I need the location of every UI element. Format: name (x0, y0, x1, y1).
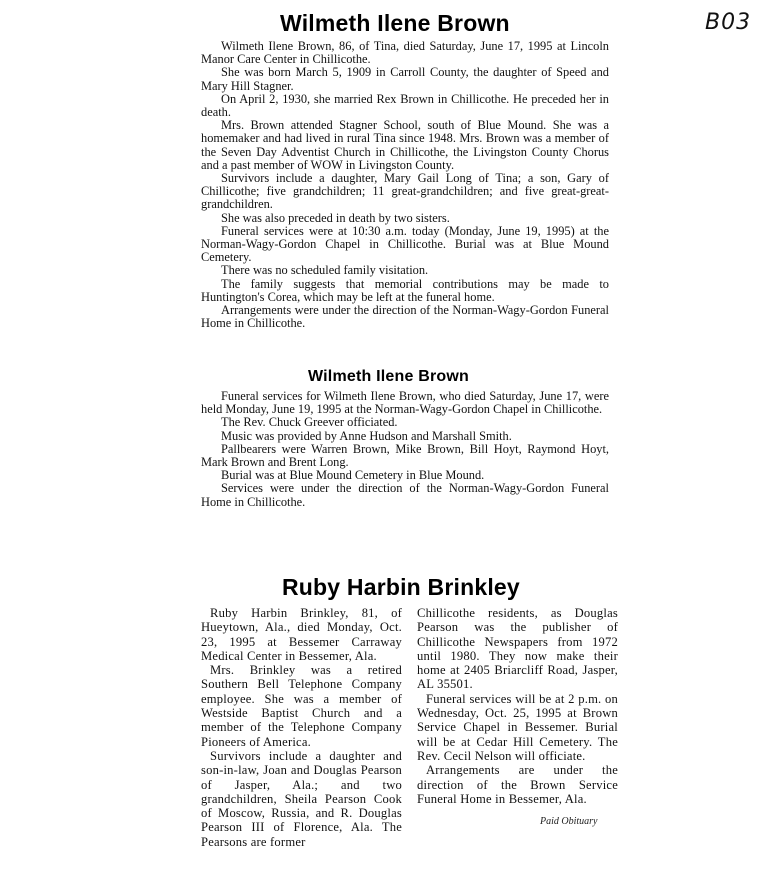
obituary-2-paragraph: Pallbearers were Warren Brown, Mike Brown, Bill Hoyt, Raymond Hoyt, Mark Brown and Brent Long. (201, 441, 609, 470)
obituary-1-paragraph: On April 2, 1930, she married Rex Brown in Chillicothe. He preceded her in death. (201, 91, 609, 120)
obituary-3-left-column (201, 606, 402, 849)
obituary-1-paragraph: Arrangements were under the direction of the Norman-Wagy-Gordon Funeral Home in Chillicothe. (201, 303, 609, 331)
obituary-3-paragraph: Arrangements are under the direction of the Brown Service Funeral Home in Bessemer, Ala. (417, 763, 618, 806)
obituary-2-paragraph: Services were under the direction of the Norman-Wagy-Gordon Funeral Home in Chillicothe. (201, 481, 609, 509)
paid-obituary-label: Paid Obituary (540, 816, 598, 827)
obituary-1-paragraph: Wilmeth Ilene Brown, 86, of Tina, died Saturday, June 17, 1995 at Lincoln Manor Care Center in Chillicothe. (201, 39, 609, 67)
obituary-1-paragraph: The family suggests that memorial contributions may be made to Huntington's Corea, which may be left at the funeral home. (201, 276, 609, 304)
obituary-1-body (201, 40, 609, 330)
obituary-1-paragraph: Mrs. Brown attended Stagner School, south of Blue Mound. She was a homemaker and had lived in rural Tina since 1948. Mrs. Brown was a member of the Seven Day Adventist Church in Chillicothe, the Livingston County Chorus and a past member of WOW in Livingston County. (201, 118, 609, 172)
obituary-1-paragraph: She was born March 5, 1909 in Carroll County, the daughter of Speed and Mary Hill Stagner. (201, 65, 609, 93)
obituary-1-paragraph: Funeral services were at 10:30 a.m. today (Monday, June 19, 1995) at the Norman-Wagy-Gordon Chapel in Chillicothe. Burial was at Blue Mound Cemetery. (201, 223, 609, 265)
handwritten-page-label: B03 (705, 10, 752, 35)
obituary-3-paragraph: Mrs. Brinkley was a retired Southern Bell Telephone Company employee. She was a member of Westside Baptist Church and a member of the Telephone Company Pioneers of America. (201, 663, 402, 749)
obituary-3-right-column (417, 606, 618, 806)
obituary-2-paragraph: Burial was at Blue Mound Cemetery in Blue Mound. (221, 468, 485, 483)
obituary-1-paragraph: She was also preceded in death by two sisters. (221, 210, 450, 225)
obituary-2-paragraph: The Rev. Chuck Greever officiated. (221, 415, 398, 430)
obituary-2-paragraph: Funeral services for Wilmeth Ilene Brown, who died Saturday, June 17, were held Monday, June 19, 1995 at the Norman-Wagy-Gordon Chapel in Chillicothe. (201, 389, 609, 417)
obituary-2-title: Wilmeth Ilene Brown (308, 368, 470, 385)
obituary-1-title: Wilmeth Ilene Brown (280, 10, 510, 36)
obituary-3-continuation: Chillicothe residents, as Douglas Pearson was the publisher of Chillicothe Newspapers from 1972 until 1980. They now make their home at 2405 Briarcliff Road, Jasper, AL 35501. (417, 606, 618, 692)
obituary-1-paragraph: Survivors include a daughter, Mary Gail Long of Tina; a son, Gary of Chillicothe; five grandchildren; 11 great-grandchildren; and five great-great-grandchildren. (201, 171, 609, 212)
obituary-2-body (201, 390, 609, 509)
obituary-3-paragraph: Funeral services will be at 2 p.m. on Wednesday, Oct. 25, 1995 at Brown Service Chapel in Bessemer. Burial will be at Cedar Hill Cemetery. The Rev. Cecil Nelson will officiate. (417, 691, 618, 763)
obituary-1-paragraph: There was no scheduled family visitation. (221, 263, 429, 278)
obituary-3-title: Ruby Harbin Brinkley (282, 574, 520, 600)
obituary-3-paragraph: Ruby Harbin Brinkley, 81, of Hueytown, Ala., died Monday, Oct. 23, 1995 at Bessemer Carraway Medical Center in Bessemer, Ala. (201, 606, 402, 663)
obituary-3-paragraph: Survivors include a daughter and son-in-law, Joan and Douglas Pearson of Jasper, Ala.; and two grandchildren, Sheila Pearson Cook of Moscow, Russia, and R. Douglas Pearson III of Florence, Ala. The Pearsons are former (201, 748, 402, 849)
obituary-2-paragraph: Music was provided by Anne Hudson and Marshall Smith. (221, 428, 512, 443)
